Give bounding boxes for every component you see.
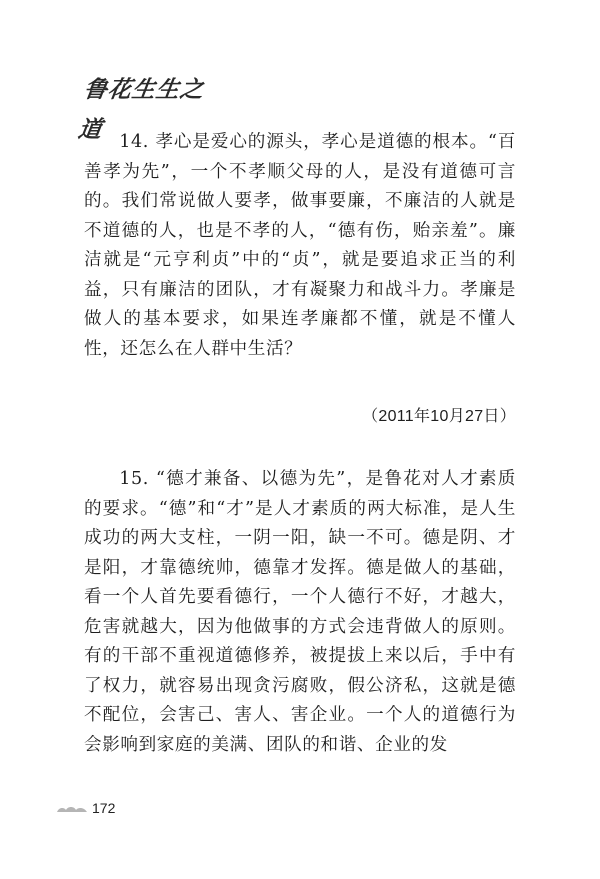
header-title: 鲁花生生之道 [76, 76, 206, 143]
page-body [84, 128, 516, 760]
page-number: 172 [92, 800, 116, 816]
running-header [76, 70, 214, 143]
paragraph-15: 15. “德才兼备、以德为先”，是鲁花对人才素质的要求。“德”和“才”是人才素质的两大标准，是人生成功的两大支柱，一阴一阳，缺一不可。德是阴、才是阳，才靠德统帅，德靠才发挥。德是做人的基础，看一个人首先要看德行，一个人德行不好，才越大，危害就越大，因为他做事的方式会违背做人的原则。有的干部不重视道德修养，被提拔上来以后，手中有了权力，就容易出现贪污腐败，假公济私，这就是德不配位，会害己、害人、害企业。一个人的道德行为会影响到家庭的美满、团队的和谐、企业的发 [84, 469, 516, 755]
date-line: （2011年10月27日） [362, 408, 516, 425]
page-footer [56, 794, 176, 824]
cloud-ornament-icon [56, 804, 88, 814]
paragraph-14: 14. 孝心是爱心的源头，孝心是道德的根本。“百善孝为先”，一个不孝顺父母的人，是没有道德可言的。我们常说做人要孝，做事要廉，不廉洁的人就是不道德的人，也是不孝的人，“德有伤，贻亲羞”。廉洁就是“元亨利贞”中的“贞”，就是要追求正当的利益，只有廉洁的团队，才有凝聚力和战斗力。孝廉是做人的基本要求，如果连孝廉都不懂，就是不懂人性，还怎么在人群中生活？ [84, 132, 516, 359]
